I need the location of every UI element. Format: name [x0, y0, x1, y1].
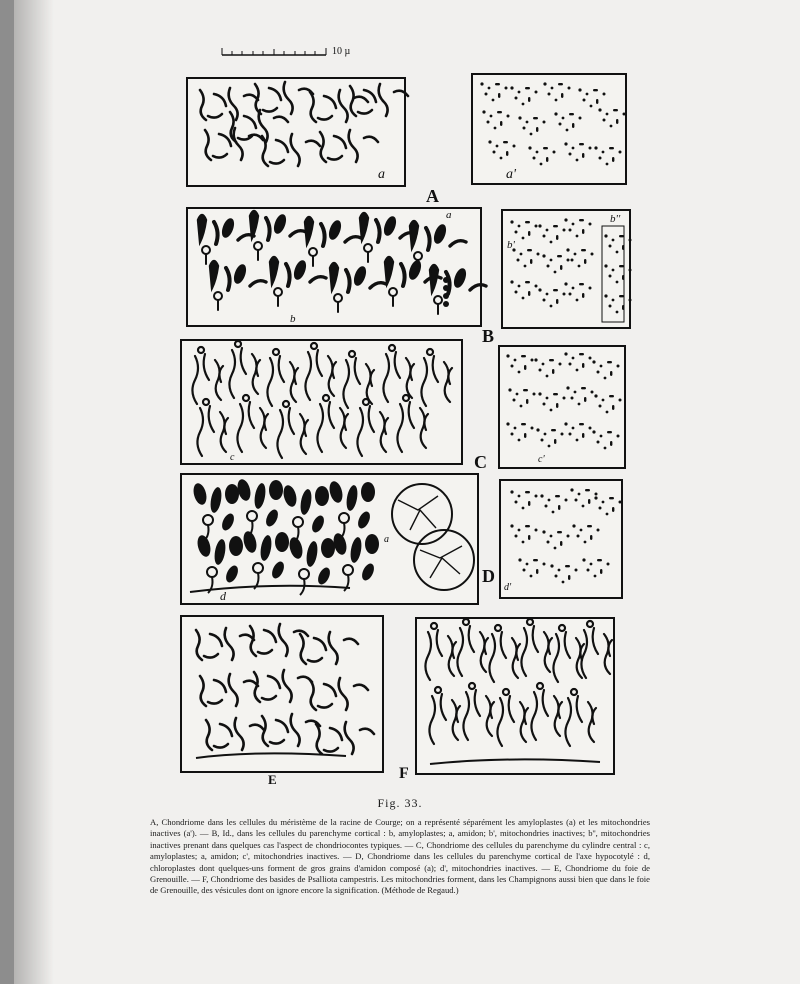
row-label-d: D [482, 566, 495, 586]
figure-title: Fig. 33. [377, 796, 423, 810]
label-b-prime: b' [507, 239, 515, 251]
panel-c-prime [499, 346, 625, 468]
label-d: d [220, 589, 226, 603]
label-a-prime: a' [506, 167, 516, 182]
scale-bar-label: 10 µ [332, 46, 351, 57]
row-label-a: A [426, 186, 439, 206]
row-label-c: C [474, 452, 487, 472]
row-label-e: E [268, 772, 277, 787]
panel-d [181, 474, 478, 604]
label-c-prime: c' [538, 454, 545, 465]
panel-a-prime [472, 74, 626, 184]
panel-a [187, 78, 408, 186]
label-c: c [230, 452, 235, 463]
panel-e [181, 616, 383, 772]
panel-b-prime [502, 210, 632, 328]
panel-c [181, 340, 462, 464]
label-b: b [290, 313, 296, 325]
panel-d-prime [500, 480, 622, 598]
figure-caption-block [150, 796, 650, 897]
label-b-second: b'' [610, 213, 621, 225]
scale-bar [222, 46, 351, 57]
panel-f [416, 618, 614, 774]
figure-caption: A, Chondriome dans les cellules du méristème de la racine de Courge; on a représenté séparément les amyloplastes (a) et les mitochondries inactives (a'). — B, Id., dans les cellules du parenchyme cortical : b, amyloplastes; a, amidon; b', mitochondries inactives; b'', mitochondries inactives prenant dans quelques cas l'aspect de chondriocontes typiques. — C, Chondriome des cellules du parenchyme du cylindre central : c, amyloplastes; a, amidon; c', mitochondries inactives. — D, Chondriome dans les cellules du parenchyme cortical de l'axe hypocotylé : d, chloroplastes dont quelques-uns forment de gros grains d'amidon composé (a); d', mitochondries inactives. — E, Chondriome du foie de Grenouille. — F, Chondriome des basides de Psalliota campestris. Les mitochondries forment, dans les Champignons aussi bien que dans le foie de Grenouille, des vésicules dont on ignore encore la signification. (Méthode de Regaud.) [150, 817, 650, 896]
label-d-amidon: a [384, 534, 389, 545]
label-a: a [378, 167, 385, 182]
label-b-amidon: a [446, 209, 452, 221]
panel-b [187, 208, 486, 326]
row-label-b: B [482, 326, 495, 346]
row-label-f: F [399, 765, 409, 782]
label-d-prime: d' [504, 582, 512, 593]
